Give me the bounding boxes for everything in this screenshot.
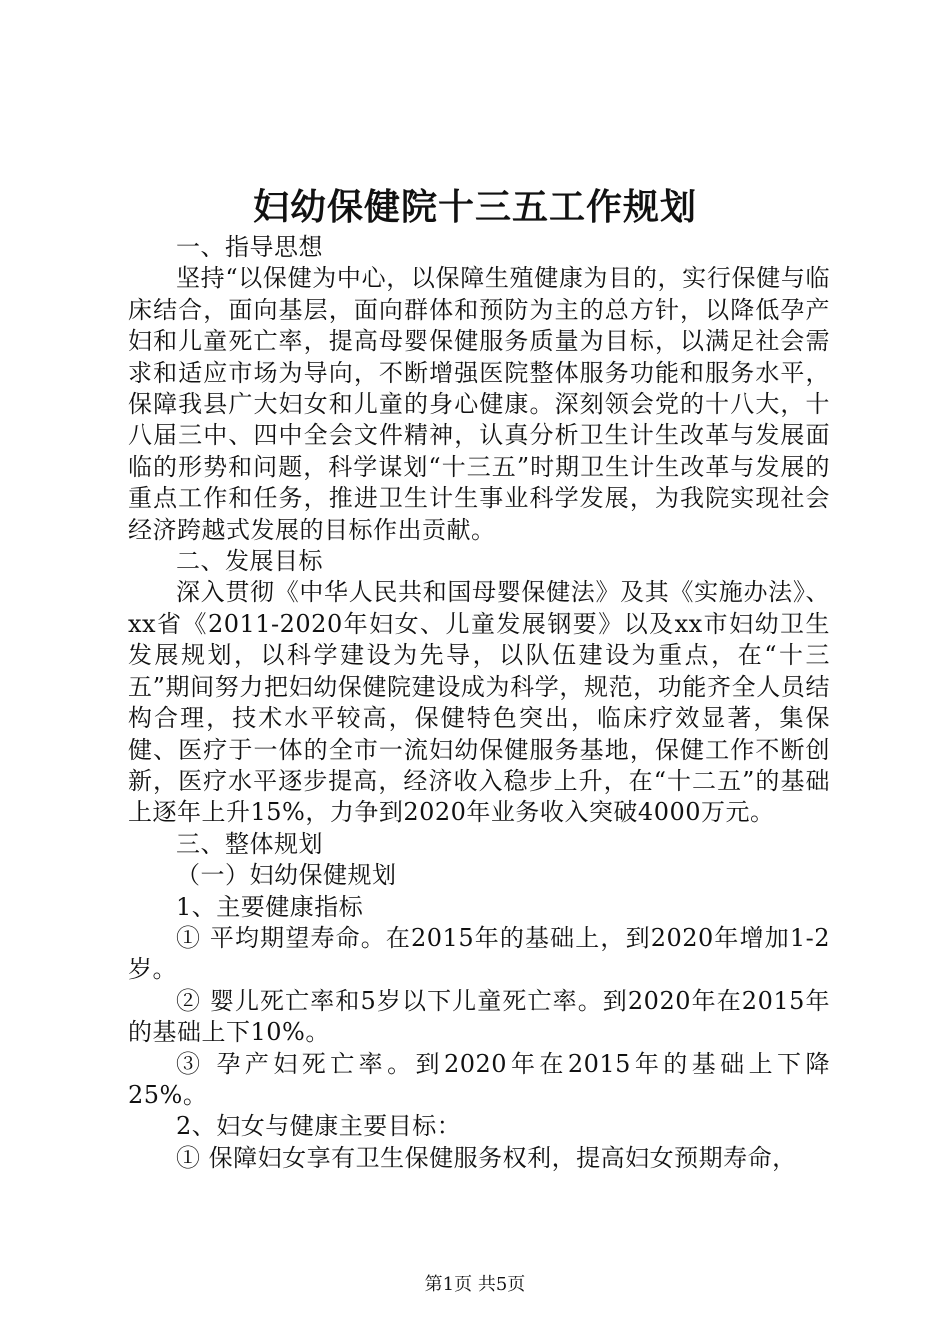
section-heading-overall-plan: 三、整体规划 bbox=[176, 829, 323, 858]
subsection-heading-maternal-child-health-plan: （一）妇幼保健规划 bbox=[176, 861, 397, 890]
item-heading-main-health-indicators: 1、主要健康指标 bbox=[176, 892, 364, 921]
paragraph-guiding-ideology: 坚持“以保健为中心，以保障生殖健康为目的，实行保健与临床结合，面向基层，面向群体和预防为主的总方针，以降低孕产妇和儿童死亡率，提高母婴保健服务质量为目标，以满足社会需求和适应市场为导向，不断增强医院整体服务功能和服务水平，保障我县广大妇女和儿童的身心健康。深刻领会党的十八大，十八届三中、四中全会文件精神，认真分析卫生计生改革与发展面临的形势和问题，科学谋划“十三五”时期卫生计生改革与发展的重点工作和任务，推进卫生计生事业科学发展，为我院实现社会经济跨越式发展的目标作出贡献。 bbox=[128, 264, 830, 544]
section-heading-development-goals: 二、发展目标 bbox=[176, 547, 323, 576]
list-item-life-expectancy: ① 平均期望寿命。在2015年的基础上，到2020年增加1-2岁。 bbox=[128, 923, 830, 984]
paragraph-development-goals: 深入贯彻《中华人民共和国母婴保健法》及其《实施办法》、xx省《2011-2020年妇女、儿童发展钢要》以及xx市妇幼卫生发展规划，以科学建设为先导，以队伍建设为重点，在“十三五”期间努力把妇幼保健院建设成为科学，规范，功能齐全人员结构合理，技术水平较高，保健特色突出，临床疗效显著，集保健、医疗于一体的全市一流妇幼保健服务基地，保健工作不断创新，医疗水平逐步提高，经济收入稳步上升，在“十二五”的基础上逐年上升15%，力争到2020年业务收入突破4000万元。 bbox=[128, 578, 830, 827]
item-heading-women-health-goals: 2、妇女与健康主要目标： bbox=[176, 1112, 462, 1141]
section-heading-guiding-ideology: 一、指导思想 bbox=[176, 233, 323, 261]
document-title: 妇幼保健院十三五工作规划 bbox=[252, 186, 697, 228]
list-item-infant-mortality: ② 婴儿死亡率和5岁以下儿童死亡率。到2020年在2015年的基础上下10%。 bbox=[128, 986, 830, 1047]
list-item-maternal-mortality: ③ 孕产妇死亡率。到2020年在2015年的基础上下降25%。 bbox=[128, 1049, 830, 1109]
page-number-footer: 第1页 共5页 bbox=[424, 1274, 526, 1295]
document-body bbox=[128, 232, 830, 1174]
list-item-women-health-rights: ① 保障妇女享有卫生保健服务权利，提高妇女预期寿命， bbox=[176, 1143, 797, 1172]
